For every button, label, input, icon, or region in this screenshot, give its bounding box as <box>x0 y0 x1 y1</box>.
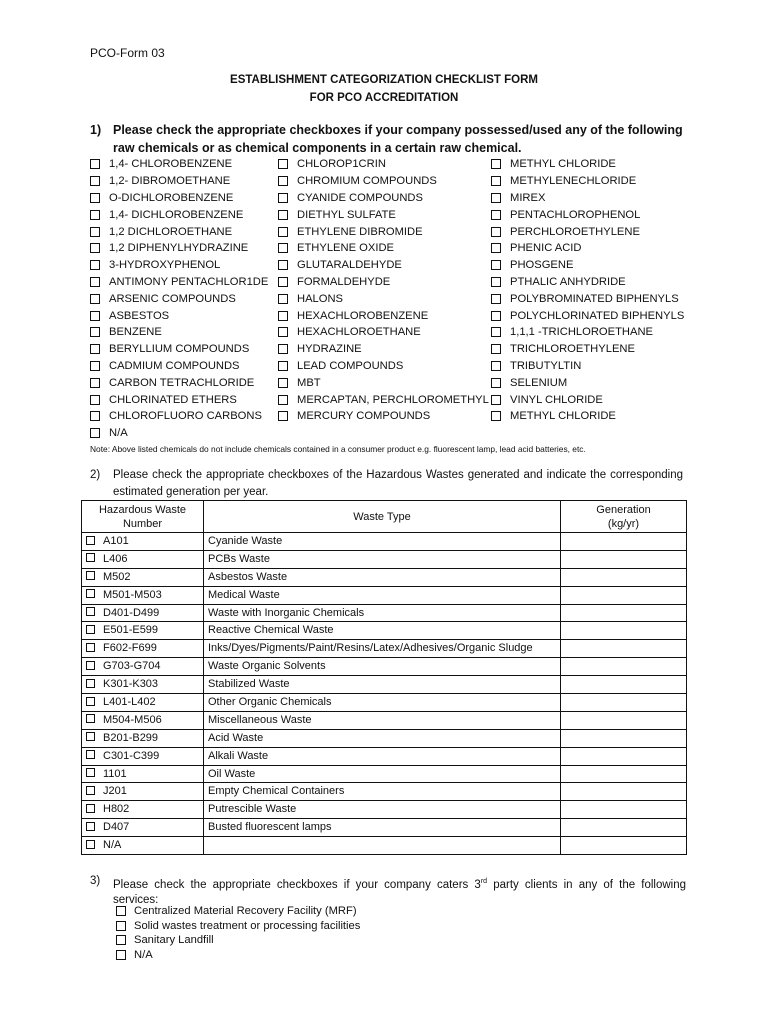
checkbox[interactable] <box>491 344 501 354</box>
chemical-label: N/A <box>109 427 128 440</box>
checkbox[interactable] <box>90 159 100 169</box>
chemical-item <box>90 341 268 358</box>
chemical-item <box>491 341 684 358</box>
chemical-item <box>90 408 268 425</box>
table-row <box>82 604 687 622</box>
checkbox[interactable] <box>116 906 126 916</box>
checkbox[interactable] <box>491 210 501 220</box>
waste-type-cell: Other Organic Chemicals <box>204 694 561 712</box>
chemical-label: GLUTARALDEHYDE <box>297 259 402 272</box>
chemical-item <box>278 341 489 358</box>
waste-code: M501-M503 <box>103 588 162 601</box>
checkbox[interactable] <box>116 921 126 931</box>
checkbox[interactable] <box>278 210 288 220</box>
checkbox[interactable] <box>86 697 95 706</box>
checkbox[interactable] <box>491 159 501 169</box>
checkbox[interactable] <box>90 193 100 203</box>
chemical-item <box>278 190 489 207</box>
header-waste-type: Waste Type <box>204 501 561 533</box>
checkbox[interactable] <box>278 411 288 421</box>
form-id: PCO-Form 03 <box>90 46 165 60</box>
table-row <box>82 747 687 765</box>
chemical-item <box>491 274 684 291</box>
chemical-item <box>278 307 489 324</box>
question-3-number: 3) <box>90 875 101 887</box>
checkbox[interactable] <box>86 553 95 562</box>
chemical-item <box>90 290 268 307</box>
checkbox[interactable] <box>278 378 288 388</box>
chemical-item <box>491 173 684 190</box>
checkbox[interactable] <box>86 786 95 795</box>
table-row <box>82 819 687 837</box>
chemical-item <box>90 358 268 375</box>
checkbox[interactable] <box>116 950 126 960</box>
generation-input-cell[interactable] <box>561 729 687 747</box>
waste-code: D407 <box>103 821 130 834</box>
chemical-label: CHROMIUM COMPOUNDS <box>297 175 437 188</box>
checkbox[interactable] <box>278 227 288 237</box>
chemical-item <box>491 358 684 375</box>
checkbox[interactable] <box>278 294 288 304</box>
chemical-item <box>278 240 489 257</box>
checkbox[interactable] <box>86 607 95 616</box>
table-row <box>82 640 687 658</box>
checkbox[interactable] <box>86 679 95 688</box>
chemical-item <box>278 324 489 341</box>
chemical-column-1 <box>90 156 268 442</box>
checkbox[interactable] <box>86 750 95 759</box>
chemical-item <box>278 223 489 240</box>
checkbox[interactable] <box>491 378 501 388</box>
checkbox[interactable] <box>491 294 501 304</box>
table-header-row <box>82 501 687 533</box>
table-row <box>82 729 687 747</box>
checkbox[interactable] <box>90 243 100 253</box>
checkbox[interactable] <box>491 193 501 203</box>
checkbox[interactable] <box>278 327 288 337</box>
checkbox[interactable] <box>278 260 288 270</box>
generation-input-cell[interactable] <box>561 658 687 676</box>
waste-number-cell <box>82 658 204 676</box>
generation-input-cell[interactable] <box>561 568 687 586</box>
generation-input-cell[interactable] <box>561 783 687 801</box>
chemical-item <box>90 240 268 257</box>
checkbox[interactable] <box>278 277 288 287</box>
chemical-item <box>90 173 268 190</box>
chemical-item <box>278 391 489 408</box>
waste-code: F602-F699 <box>103 642 157 655</box>
waste-number-cell <box>82 676 204 694</box>
chemical-item <box>491 156 684 173</box>
generation-input-cell[interactable] <box>561 640 687 658</box>
chemical-label: HEXACHLOROETHANE <box>297 326 421 339</box>
waste-code: M502 <box>103 570 131 583</box>
waste-type-cell: Waste with Inorganic Chemicals <box>204 604 561 622</box>
checkbox[interactable] <box>90 344 100 354</box>
generation-input-cell[interactable] <box>561 533 687 551</box>
checkbox[interactable] <box>86 714 95 723</box>
waste-type-cell: Oil Waste <box>204 765 561 783</box>
chemical-label: CHLORINATED ETHERS <box>109 393 237 406</box>
chemical-label: SELENIUM <box>510 376 568 389</box>
chemical-label: 1,2- DIBROMOETHANE <box>109 175 231 188</box>
checkbox[interactable] <box>491 260 501 270</box>
waste-number-cell <box>82 819 204 837</box>
checkbox[interactable] <box>491 327 501 337</box>
chemical-item <box>90 324 268 341</box>
checkbox[interactable] <box>491 227 501 237</box>
waste-type-cell: Busted fluorescent lamps <box>204 819 561 837</box>
chemical-label: ANTIMONY PENTACHLOR1DE <box>109 275 269 288</box>
generation-input-cell[interactable] <box>561 676 687 694</box>
chemical-label: LEAD COMPOUNDS <box>297 359 404 372</box>
chemical-item <box>90 156 268 173</box>
checkbox[interactable] <box>86 625 95 634</box>
checkbox[interactable] <box>491 243 501 253</box>
question-2-text: Please check the appropriate checkboxes of the Hazardous Wastes generated and indicate the corresponding estimated generation per year. <box>113 469 683 498</box>
chemical-item <box>278 173 489 190</box>
chemical-label: ASBESTOS <box>109 309 170 322</box>
chemical-item <box>90 391 268 408</box>
chemical-label: 1,2 DIPHENYLHYDRAZINE <box>109 242 249 255</box>
chemical-item <box>491 190 684 207</box>
chemical-label: VINYL CHLORIDE <box>510 393 603 406</box>
chemical-label: POLYCHLORINATED BIPHENYLS <box>510 309 685 322</box>
chemical-item <box>278 156 489 173</box>
waste-code: C301-C399 <box>103 749 160 762</box>
hazardous-waste-table <box>81 500 687 855</box>
chemical-label: METHYLENECHLORIDE <box>510 175 637 188</box>
waste-code: N/A <box>103 839 122 852</box>
checkbox[interactable] <box>86 768 95 777</box>
table-row <box>82 801 687 819</box>
waste-code: A101 <box>103 534 129 547</box>
chemical-item <box>491 257 684 274</box>
chemical-label: METHYL CHLORIDE <box>510 410 616 423</box>
checkbox[interactable] <box>90 311 100 321</box>
chemical-label: BENZENE <box>109 326 162 339</box>
chemical-label: CHLOROFLUORO CARBONS <box>109 410 262 423</box>
waste-number-cell <box>82 837 204 855</box>
chemical-item <box>491 391 684 408</box>
generation-input-cell[interactable] <box>561 801 687 819</box>
chemical-label: 3-HYDROXYPHENOL <box>109 259 221 272</box>
waste-number-cell <box>82 765 204 783</box>
chemical-label: PERCHLOROETHYLENE <box>510 225 640 238</box>
checkbox[interactable] <box>90 210 100 220</box>
generation-input-cell[interactable] <box>561 837 687 855</box>
chemical-item <box>491 240 684 257</box>
checkbox[interactable] <box>90 361 100 371</box>
waste-number-cell <box>82 640 204 658</box>
generation-input-cell[interactable] <box>561 622 687 640</box>
chemical-label: PHENIC ACID <box>510 242 582 255</box>
checkbox[interactable] <box>86 643 95 652</box>
chemicals-note: Note: Above listed chemicals do not include chemicals contained in a consumer product e.g. fluorescent lamp, lead acid batteries, etc. <box>90 444 586 454</box>
waste-code: H802 <box>103 803 130 816</box>
chemical-item <box>90 307 268 324</box>
table-row <box>82 568 687 586</box>
chemical-label: 1,1,1 -TRICHLOROETHANE <box>510 326 653 339</box>
question-3-text: Please check the appropriate checkboxes if your company caters 3rd party clients in any of the following services: <box>113 878 686 906</box>
table-row <box>82 533 687 551</box>
chemical-item <box>90 223 268 240</box>
checkbox[interactable] <box>90 378 100 388</box>
chemical-label: ARSENIC COMPOUNDS <box>109 292 236 305</box>
waste-number-cell <box>82 586 204 604</box>
header-generation: Generation (kg/yr) <box>561 501 687 533</box>
question-1-text: Please check the appropriate checkboxes if your company possessed/used any of the following raw chemicals or as chemical components in a certain raw chemical. <box>113 123 683 155</box>
chemical-item <box>90 190 268 207</box>
chemical-item <box>491 223 684 240</box>
checkbox[interactable] <box>491 176 501 186</box>
generation-input-cell[interactable] <box>561 711 687 729</box>
form-title: ESTABLISHMENT CATEGORIZATION CHECKLIST FORM <box>230 74 538 86</box>
question-1-number: 1) <box>90 123 102 137</box>
checkbox[interactable] <box>278 311 288 321</box>
chemical-label: MIREX <box>510 191 546 204</box>
waste-type-cell: Waste Organic Solvents <box>204 658 561 676</box>
waste-number-cell <box>82 783 204 801</box>
waste-number-cell <box>82 729 204 747</box>
chemical-item <box>278 257 489 274</box>
checkbox[interactable] <box>90 395 100 405</box>
waste-type-cell: Medical Waste <box>204 586 561 604</box>
waste-type-cell: Putrescible Waste <box>204 801 561 819</box>
service-label: N/A <box>134 948 153 961</box>
chemical-item <box>278 206 489 223</box>
generation-input-cell[interactable] <box>561 694 687 712</box>
service-option <box>116 933 360 948</box>
checkbox[interactable] <box>86 804 95 813</box>
generation-input-cell[interactable] <box>561 747 687 765</box>
checkbox[interactable] <box>278 193 288 203</box>
checkbox[interactable] <box>278 361 288 371</box>
checkbox[interactable] <box>278 243 288 253</box>
chemical-column-3 <box>491 156 684 425</box>
waste-number-cell <box>82 604 204 622</box>
checkbox[interactable] <box>278 395 288 405</box>
chemical-label: 1,2 DICHLOROETHANE <box>109 225 233 238</box>
service-option <box>116 904 360 919</box>
checkbox[interactable] <box>90 411 100 421</box>
service-label: Solid wastes treatment or processing facilities <box>134 919 361 932</box>
table-row <box>82 622 687 640</box>
table-row <box>82 550 687 568</box>
checkbox[interactable] <box>278 176 288 186</box>
service-label: Centralized Material Recovery Facility (MRF) <box>134 905 357 918</box>
table-row <box>82 676 687 694</box>
table-row <box>82 586 687 604</box>
checkbox[interactable] <box>90 227 100 237</box>
waste-type-cell <box>204 837 561 855</box>
checkbox[interactable] <box>90 327 100 337</box>
waste-type-cell: Asbestos Waste <box>204 568 561 586</box>
generation-input-cell[interactable] <box>561 586 687 604</box>
generation-input-cell[interactable] <box>561 550 687 568</box>
waste-type-cell: PCBs Waste <box>204 550 561 568</box>
chemical-item <box>491 408 684 425</box>
waste-code: J201 <box>103 785 127 798</box>
chemical-label: TRICHLOROETHYLENE <box>510 343 635 356</box>
table-row <box>82 694 687 712</box>
waste-code: L406 <box>103 552 128 565</box>
checkbox[interactable] <box>86 589 95 598</box>
chemical-item <box>90 274 268 291</box>
chemical-label: HALONS <box>297 292 344 305</box>
generation-input-cell[interactable] <box>561 819 687 837</box>
chemical-label: O-DICHLOROBENZENE <box>109 191 234 204</box>
checkbox[interactable] <box>90 294 100 304</box>
chemical-item <box>491 290 684 307</box>
waste-number-cell <box>82 711 204 729</box>
waste-type-cell: Acid Waste <box>204 729 561 747</box>
generation-input-cell[interactable] <box>561 604 687 622</box>
checkbox[interactable] <box>86 840 95 849</box>
chemical-item <box>90 374 268 391</box>
chemical-label: TRIBUTYLTIN <box>510 359 582 372</box>
chemical-label: FORMALDEHYDE <box>297 275 391 288</box>
checkbox[interactable] <box>86 661 95 670</box>
checkbox[interactable] <box>491 395 501 405</box>
chemical-label: MERCAPTAN, PERCHLOROMETHYL <box>297 393 489 406</box>
generation-input-cell[interactable] <box>561 765 687 783</box>
waste-number-cell <box>82 694 204 712</box>
chemical-label: METHYL CHLORIDE <box>510 158 616 171</box>
waste-code: D401-D499 <box>103 606 160 619</box>
form-subtitle: FOR PCO ACCREDITATION <box>309 92 459 104</box>
checkbox[interactable] <box>90 428 100 438</box>
checkbox[interactable] <box>86 822 95 831</box>
chemical-item <box>491 374 684 391</box>
chemical-item <box>278 358 489 375</box>
checkbox[interactable] <box>278 344 288 354</box>
waste-number-cell <box>82 622 204 640</box>
chemical-item <box>278 374 489 391</box>
checkbox[interactable] <box>90 176 100 186</box>
chemical-item <box>90 425 268 442</box>
chemical-label: 1,4- CHLOROBENZENE <box>109 158 233 171</box>
checkbox[interactable] <box>116 935 126 945</box>
chemical-item <box>278 408 489 425</box>
waste-code: K301-K303 <box>103 678 159 691</box>
chemical-item <box>491 307 684 324</box>
chemical-label: MBT <box>297 376 321 389</box>
checkbox[interactable] <box>278 159 288 169</box>
checkbox[interactable] <box>86 571 95 580</box>
chemical-label: DIETHYL SULFATE <box>297 208 396 221</box>
checkbox[interactable] <box>90 277 100 287</box>
chemical-item <box>90 206 268 223</box>
waste-code: G703-G704 <box>103 660 161 673</box>
service-label: Sanitary Landfill <box>134 934 214 947</box>
waste-type-cell: Inks/Dyes/Pigments/Paint/Resins/Latex/Adhesives/Organic Sludge <box>204 640 561 658</box>
waste-code: 1101 <box>103 767 127 780</box>
waste-code: E501-E599 <box>103 624 159 637</box>
waste-type-cell: Reactive Chemical Waste <box>204 622 561 640</box>
waste-code: M504-M506 <box>103 713 162 726</box>
chemical-item <box>491 206 684 223</box>
checkbox[interactable] <box>491 311 501 321</box>
chemical-label: MERCURY COMPOUNDS <box>297 410 431 423</box>
waste-number-cell <box>82 747 204 765</box>
checkbox[interactable] <box>86 732 95 741</box>
checkbox[interactable] <box>491 277 501 287</box>
waste-type-cell: Miscellaneous Waste <box>204 711 561 729</box>
table-row <box>82 658 687 676</box>
chemical-label: BERYLLIUM COMPOUNDS <box>109 343 250 356</box>
chemical-label: CYANIDE COMPOUNDS <box>297 191 423 204</box>
service-option <box>116 919 360 934</box>
chemical-label: PHOSGENE <box>510 259 574 272</box>
chemical-label: HYDRAZINE <box>297 343 362 356</box>
table-row <box>82 711 687 729</box>
chemical-label: CARBON TETRACHLORIDE <box>109 376 255 389</box>
checkbox[interactable] <box>491 361 501 371</box>
chemical-item <box>491 324 684 341</box>
table-row <box>82 783 687 801</box>
chemical-label: CADMIUM COMPOUNDS <box>109 359 240 372</box>
chemical-item <box>90 257 268 274</box>
chemical-label: POLYBROMINATED BIPHENYLS <box>510 292 679 305</box>
checkbox[interactable] <box>90 260 100 270</box>
header-waste-number: Hazardous Waste Number <box>82 501 204 533</box>
waste-type-cell: Cyanide Waste <box>204 533 561 551</box>
chemical-label: 1,4- DICHLOROBENZENE <box>109 208 244 221</box>
waste-type-cell: Alkali Waste <box>204 747 561 765</box>
chemical-label: ETHYLENE OXIDE <box>297 242 394 255</box>
waste-number-cell <box>82 568 204 586</box>
table-row <box>82 837 687 855</box>
waste-type-cell: Empty Chemical Containers <box>204 783 561 801</box>
chemical-item <box>278 274 489 291</box>
services-list <box>116 904 360 962</box>
chemical-label: PTHALIC ANHYDRIDE <box>510 275 626 288</box>
checkbox[interactable] <box>491 411 501 421</box>
waste-number-cell <box>82 550 204 568</box>
waste-number-cell <box>82 533 204 551</box>
chemical-label: ETHYLENE DIBROMIDE <box>297 225 423 238</box>
chemical-item <box>278 290 489 307</box>
chemical-label: HEXACHLOROBENZENE <box>297 309 429 322</box>
waste-code: L401-L402 <box>103 695 156 708</box>
question-2-number: 2) <box>90 469 101 481</box>
waste-code: B201-B299 <box>103 731 159 744</box>
checkbox[interactable] <box>86 536 95 545</box>
waste-number-cell <box>82 801 204 819</box>
table-row <box>82 765 687 783</box>
waste-type-cell: Stabilized Waste <box>204 676 561 694</box>
chemical-column-2 <box>278 156 489 425</box>
chemical-label: CHLOROP1CRIN <box>297 158 386 171</box>
service-option <box>116 948 360 963</box>
chemical-label: PENTACHLOROPHENOL <box>510 208 641 221</box>
